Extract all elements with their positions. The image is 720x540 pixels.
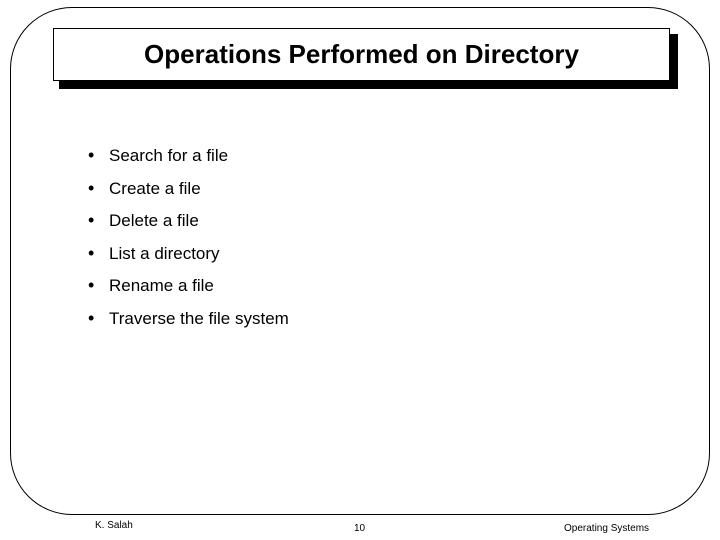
bullet-icon: • — [88, 145, 95, 166]
list-item — [88, 270, 289, 303]
list-item — [88, 238, 289, 271]
bullet-list — [88, 140, 289, 335]
bullet-text: Create a file — [109, 178, 201, 198]
bullet-text: Delete a file — [109, 211, 199, 231]
bullet-text: Rename a file — [109, 276, 214, 296]
bullet-icon: • — [88, 177, 95, 198]
bullet-icon: • — [88, 307, 95, 328]
list-item — [88, 140, 289, 173]
footer-page-number: 10 — [354, 523, 366, 534]
bullet-text: Traverse the file system — [109, 308, 289, 328]
bullet-text: Search for a file — [109, 146, 229, 166]
bullet-icon: • — [88, 275, 95, 296]
bullet-text: List a directory — [109, 243, 220, 263]
list-item — [88, 173, 289, 206]
bullet-icon: • — [88, 242, 95, 263]
footer-author: K. Salah — [95, 520, 133, 531]
list-item — [88, 205, 289, 238]
bullet-icon: • — [88, 210, 95, 231]
footer-course-name: Operating Systems — [564, 523, 650, 534]
slide-title: Operations Performed on Directory — [144, 39, 579, 69]
title-box — [53, 28, 670, 81]
list-item — [88, 303, 289, 336]
